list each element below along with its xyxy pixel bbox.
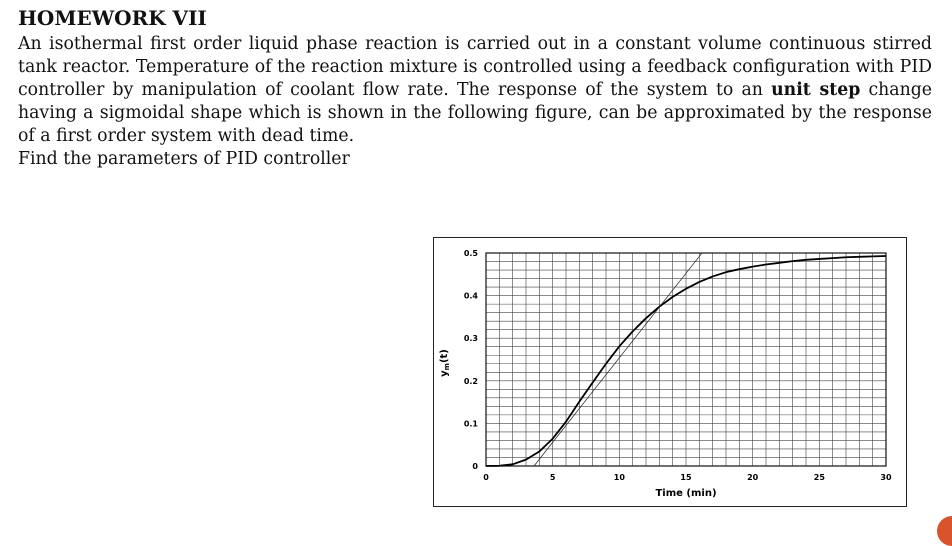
grid (486, 253, 886, 466)
tangent-line (534, 253, 702, 466)
x-tick-label: 30 (880, 473, 892, 482)
question-text: Find the parameters of PID controller (18, 149, 350, 169)
statement-part-2: change having a sigmoidal shape which is shown in the following figure, can be approximated by the response of a first order system with dead time. (18, 80, 932, 146)
statement-bold-term: unit step (771, 80, 861, 100)
x-tick-label: 20 (747, 473, 759, 482)
y-tick-label: 0 (472, 462, 478, 471)
y-tick-label: 0.5 (463, 249, 478, 258)
y-axis-label: $y_m(t)$ (439, 349, 451, 377)
y-tick-label: 0.3 (463, 334, 478, 344)
statement-part-1: An isothermal first order liquid phase reaction is carried out in a constant volume continuous stirred tank reactor. Temperature of the reaction mixture is controlled using a feedback configuration with PID controller by manipulation of coolant flow rate. The response of the system to an (18, 34, 932, 100)
y-tick-label: 0.4 (463, 291, 478, 301)
homework-heading: HOMEWORK VII (18, 6, 207, 30)
y-tick-label: 0.2 (463, 376, 478, 386)
x-tick-label: 15 (680, 473, 692, 482)
response-chart-svg (434, 238, 906, 506)
x-tick-label: 5 (549, 473, 556, 482)
problem-statement (18, 33, 932, 148)
y-tick-label: 0.1 (463, 419, 478, 429)
x-tick-label: 0 (483, 473, 489, 482)
response-chart (433, 237, 907, 507)
x-axis-label: Time (min) (655, 488, 717, 499)
x-tick-label: 10 (613, 473, 625, 482)
x-tick-label: 25 (813, 473, 825, 482)
corner-logo-mark (937, 516, 952, 546)
